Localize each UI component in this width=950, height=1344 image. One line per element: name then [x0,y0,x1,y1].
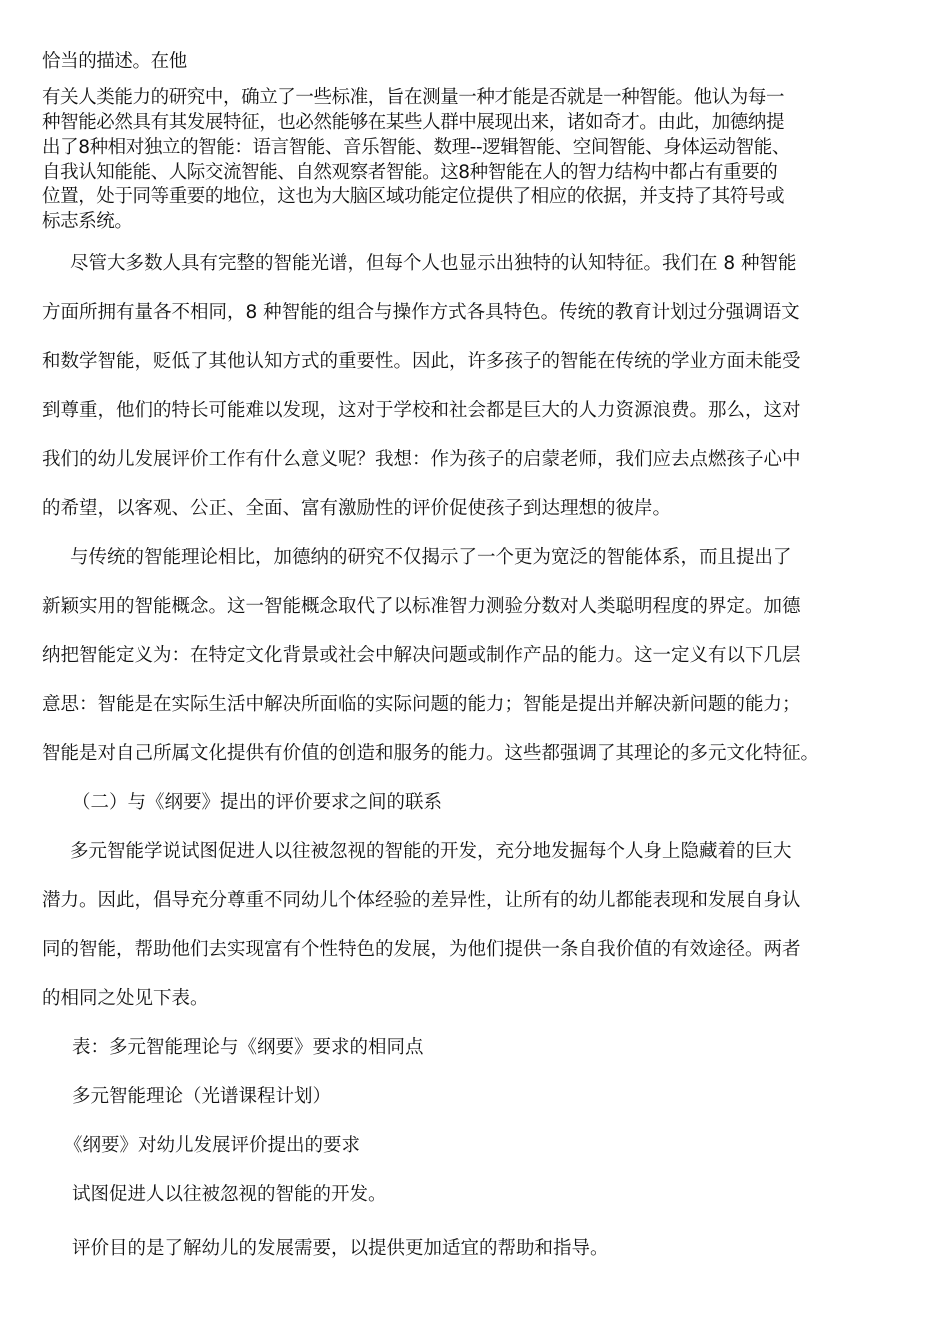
table-header-left: 多元智能理论（光谱课程计划） [72,1086,332,1107]
text-line: 标志系统。 [42,211,133,232]
table-cell: 试图促进人以往被忽视的智能的开发。 [72,1184,387,1205]
text-line: 的相同之处见下表。 [42,988,209,1009]
text-line: 潜力。因此，倡导充分尊重不同幼儿个体经验的差异性，让所有的幼儿都能表现和发展自身认 [42,890,801,911]
text-line: 纳把智能定义为：在特定文化背景或社会中解决问题或制作产品的能力。这一定义有以下几层 [42,645,801,666]
text-line: 有关人类能力的研究中，确立了一些标准，旨在测量一种才能是否就是一种智能。他认为每一 [42,87,785,108]
text-line: 恰当的描述。在他 [42,51,187,72]
table-header-right: 《纲要》对幼儿发展评价提出的要求 [64,1135,361,1156]
text-line: 的希望，以客观、公正、全面、富有激励性的评价促使孩子到达理想的彼岸。 [42,498,672,519]
table-cell: 评价目的是了解幼儿的发展需要，以提供更加适宜的帮助和指导。 [72,1238,609,1259]
text-line: 同的智能，帮助他们去实现富有个性特色的发展，为他们提供一条自我价值的有效途径。两者 [42,939,801,960]
text-line: 自我认知能能、人际交流智能、自然观察者智能。这8种智能在人的智力结构中都占有重要的 [42,162,778,183]
text-line: 位置，处于同等重要的地位，这也为大脑区域功能定位提供了相应的依据，并支持了其符号或 [42,186,785,207]
section-heading: （二）与《纲要》提出的评价要求之间的联系 [72,792,443,813]
text-line: 方面所拥有量各不相同，8 种智能的组合与操作方式各具特色。传统的教育计划过分强调语文 [42,302,800,323]
text-line: 出了8种相对独立的智能：语言智能、音乐智能、数理--逻辑智能、空间智能、身体运动智能、 [42,137,790,158]
text-line: 智能是对自己所属文化提供有价值的创造和服务的能力。这些都强调了其理论的多元文化特征。 [42,743,820,764]
text-line: 意思：智能是在实际生活中解决所面临的实际问题的能力；智能是提出并解决新问题的能力； [42,694,801,715]
text-line: 我们的幼儿发展评价工作有什么意义呢？我想：作为孩子的启蒙老师，我们应去点燃孩子心中 [42,449,801,470]
paragraph-first-line: 尽管大多数人具有完整的智能光谱，但每个人也显示出独特的认知特征。我们在 8 种智能 [70,253,797,274]
paragraph-first-line: 多元智能学说试图促进人以往被忽视的智能的开发，充分地发掘每个人身上隐藏着的巨大 [70,841,792,862]
table-caption: 表：多元智能理论与《纲要》要求的相同点 [72,1037,424,1058]
paragraph-first-line: 与传统的智能理论相比，加德纳的研究不仅揭示了一个更为宽泛的智能体系，而且提出了 [70,547,792,568]
text-line: 到尊重，他们的特长可能难以发现，这对于学校和社会都是巨大的人力资源浪费。那么，这对 [42,400,801,421]
text-line: 新颖实用的智能概念。这一智能概念取代了以标准智力测验分数对人类聪明程度的界定。加德 [42,596,801,617]
text-line: 和数学智能，贬低了其他认知方式的重要性。因此，许多孩子的智能在传统的学业方面未能受 [42,351,801,372]
text-line: 种智能必然具有其发展特征，也必然能够在某些人群中展现出来，诸如奇才。由此，加德纳提 [42,112,785,133]
